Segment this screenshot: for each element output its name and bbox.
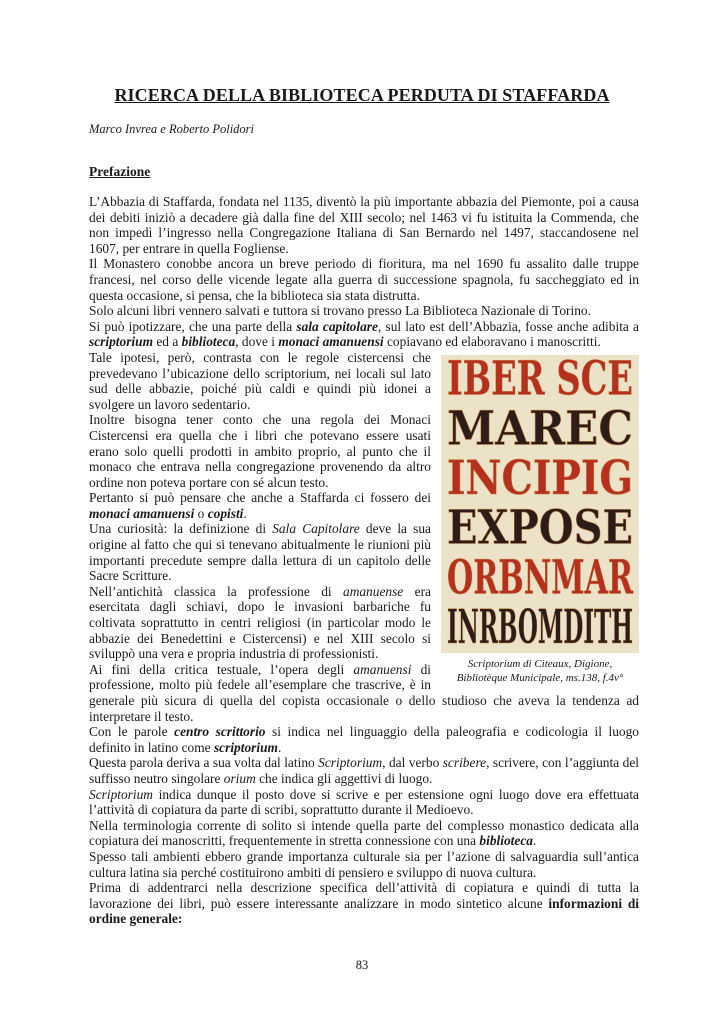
paragraph: Una curiosità: la definizione di Sala Capitolare deve la sua origine al fatto che qui si tenevano abitualmente le riunioni più importanti precedute sempre dalla lettura di un capitolo delle Sacre Scritture. <box>89 521 431 584</box>
manuscript-lettering-line: INRBOMDITH <box>447 600 633 656</box>
caption-line: Scriptorium di Citeaux, Digione, <box>467 657 613 670</box>
manuscript-lettering-line: IBER SCE <box>447 351 633 407</box>
paragraph: Scriptorium indica dunque il posto dove si scrive e per estensione ogni luogo dove era effettuata l’attività di copiatura da parte di scribi, soprattutto durante il Medioevo. <box>89 786 639 818</box>
manuscript-image <box>441 351 639 656</box>
paragraph: Con le parole centro scrittorio si indica nel linguaggio della paleografia e codicologia il luogo definito in latino come scriptorium. <box>89 724 639 755</box>
manuscript-figure <box>441 351 639 685</box>
manuscript-lettering-line: INCIPIG <box>447 451 633 507</box>
paragraph: Tale ipotesi, però, contrasta con le regole cistercensi che prevedevano l’ubicazione dello scriptorium, nei locali sul lato sud delle abbazie, poiché più caldi e quindi più idonei a svolgere un lavoro sedentario. <box>89 349 431 412</box>
manuscript-lettering-line: MAREC <box>447 401 633 457</box>
section-heading: Prefazione <box>89 164 151 179</box>
paragraph: Il Monastero conobbe ancora un breve periodo di fioritura, ma nel 1690 fu assalito dalle truppe francesi, nel corso delle vicende legate alla guerra di successione spagnola, fu saccheggiato ed in questa occasione, si pensa, che la biblioteca sia stata distrutta. <box>89 256 639 303</box>
paragraph: Prima di addentrarci nella descrizione specifica dell’attività di copiatura e quindi di tutta la lavorazione dei libri, può essere interessante analizzare in modo sintetico alcune informazioni di ordine generale: <box>89 880 639 927</box>
body-text <box>89 194 639 927</box>
manuscript-lettering-line: ORBNMAR <box>447 550 634 606</box>
paragraph: Nell’antichità classica la professione di amanuense era esercitata dagli schiavi, dopo le invasioni barbariche fu coltivata soprattutto in centri religiosi (in particolar modo le abbazie dei Benedettini e Cistercensi) e nel XIII secolo si sviluppò una vera e propria industria di professionisti. <box>89 583 431 662</box>
authors: Marco Invrea e Roberto Polidori <box>89 122 255 136</box>
figure-caption <box>441 657 639 685</box>
paragraph: Spesso tali ambienti ebbero grande importanza culturale sia per l’azione di salvaguardia sull’antica cultura latina sia perché costituirono ambiti di pensiero e sviluppo di nuova cultura. <box>89 848 639 880</box>
illuminated-letters <box>441 351 639 656</box>
paragraph: Inoltre bisogna tener conto che una regola dei Monaci Cistercensi era quella che i libri che potevano essere usati erano solo quelli prodotti in ambito proprio, al punto che il monaco che entrava nella congregazione provenendo da altro ordine non poteva portare con sé alcun testo. <box>89 412 431 490</box>
manuscript-lettering-line: EXPOSE <box>447 500 633 556</box>
paragraph: Ai fini della critica testuale, l’opera degli amanuensi di professione, molto più fedele all’esemplare che trascrive, è in generale più sicura di quella del copista occasionale o dello studioso che aveva la tendenza ad interpretare il testo. <box>89 661 639 724</box>
paragraph: Nella terminologia corrente di solito si intende quella parte del complesso monastico dedicata alla copiatura dei manoscritti, frequentemente in stretta connessione con una biblioteca. <box>89 817 639 849</box>
document-title: RICERCA DELLA BIBLIOTECA PERDUTA DI STAFFARDA <box>114 85 610 105</box>
paragraph: Solo alcuni libri vennero salvati e tuttora si trovano presso La Biblioteca Nazionale di Torino. <box>89 303 591 319</box>
paragraph: L’Abbazia di Staffarda, fondata nel 1135, diventò la più importante abbazia del Piemonte, poi a causa dei debiti iniziò a decadere già dalla fine del XIII secolo; nel 1463 vi fu istituita la Commenda, che non impedì l’ingresso nella Congregazione Italiana di San Bernardo nel 1497, staccandosene nel 1607, per entrare in quella Fogliense. <box>89 194 639 256</box>
caption-line: Bibliotèque Municipale, ms.138, f.4v° <box>456 671 624 684</box>
paragraph: Questa parola deriva a sua volta dal latino Scriptorium, dal verbo scribere, scrivere, con l’aggiunta del suffisso neutro singolare orium che indica gli aggettivi di luogo. <box>89 755 639 786</box>
paragraph: Si può ipotizzare, che una parte della sala capitolare, sul lato est dell’Abbazia, fosse anche adibita a scriptorium ed a biblioteca, dove i monaci amanuensi copiavano ed elaboravano i manoscritti. <box>89 318 639 350</box>
paragraph: Pertanto si può pensare che anche a Staffarda ci fossero dei monaci amanuensi o copisti. <box>89 490 431 521</box>
page-number: 83 <box>355 958 369 972</box>
